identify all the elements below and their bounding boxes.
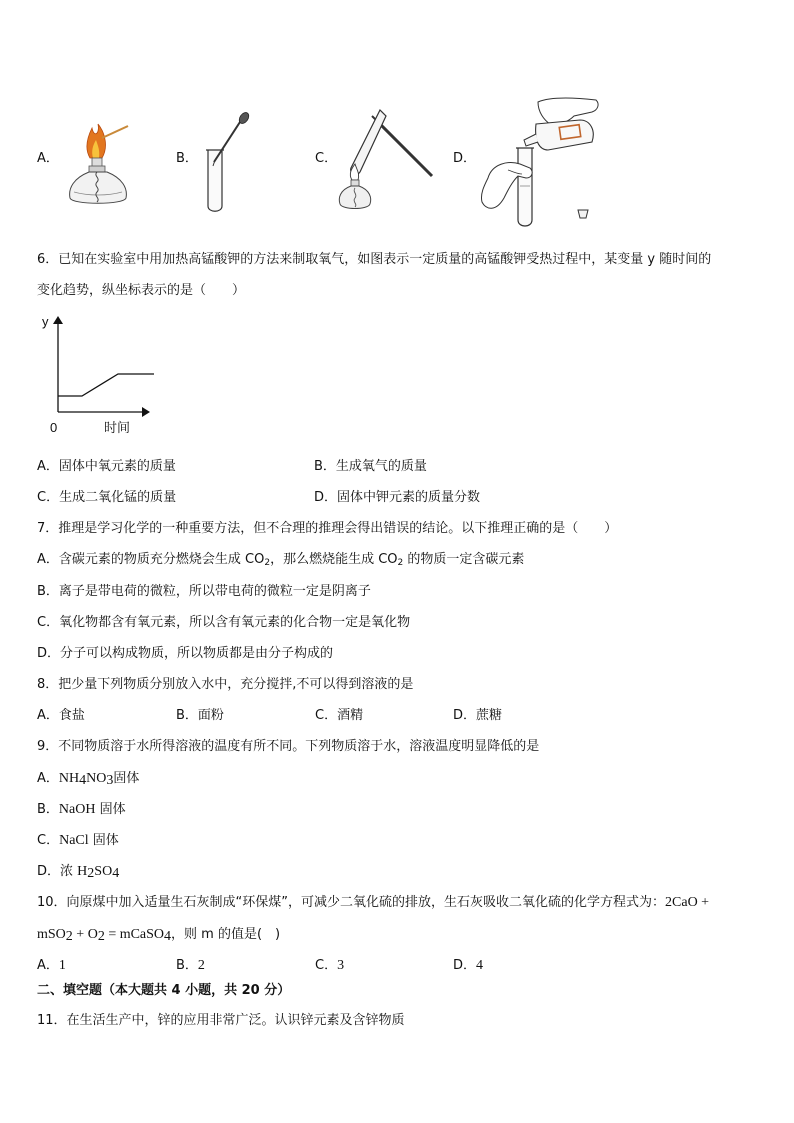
graph-origin-label: 0 xyxy=(50,420,58,435)
q5-option-d-label: D． xyxy=(453,151,477,166)
q6-option-b: B．生成氧气的质量 xyxy=(314,459,427,474)
q10-stem-text: 10．向原煤中加入适量生石灰制成“环保煤”，可减少二氧化硫的排放，生石灰吸收二氧化硫的化学方程式为： xyxy=(37,895,666,910)
q5-option-c-label: C． xyxy=(315,151,338,166)
pouring-liquid-into-test-tube-icon xyxy=(478,94,610,228)
q9-option-a-tail: 固体 xyxy=(113,771,140,786)
q6-stem-line1: 6．已知在实验室中用加热高锰酸钾的方法来制取氧气，如图表示一定质量的高锰酸钾受热过程中，某变量 y 随时间的 xyxy=(37,252,712,267)
q7-option-a-part1: A．含碳元素的物质充分燃烧会生成 CO xyxy=(37,552,265,567)
q9-formula-part: SO xyxy=(94,864,113,879)
q9-option-c-tail: 固体 xyxy=(88,833,119,848)
q7-option-a xyxy=(37,551,524,569)
q8-option-d: D．蔗糖 xyxy=(453,708,503,723)
q9-option-b xyxy=(37,801,126,819)
q9-formula-part: H xyxy=(77,864,88,879)
q6-option-d: D．固体中钾元素的质量分数 xyxy=(314,490,481,505)
q9-option-d-label: D．浓 xyxy=(37,864,78,879)
q8-stem: 8．把少量下列物质分别放入水中，充分搅拌,不可以得到溶液的是 xyxy=(37,677,414,692)
q9-formula-sub: 4 xyxy=(79,773,87,788)
q10-option-c-value: 3 xyxy=(337,958,345,973)
graph-x-label: 时间 xyxy=(104,421,131,436)
q10-stem-tail: ，则 m 的值是( ) xyxy=(171,927,281,942)
q9-formula-part: NaOH xyxy=(58,802,96,817)
q10-option-b-label: B． xyxy=(176,958,198,973)
q9-formula-sub: 4 xyxy=(112,866,120,881)
q6-stem-line2: 变化趋势，纵坐标表示的是（ ） xyxy=(37,283,246,298)
q10-stem-line1 xyxy=(37,894,709,912)
graph-y-label: y xyxy=(42,314,49,329)
q10-equation-sub: 4 xyxy=(164,929,172,944)
alcohol-lamp-lit-by-match-icon xyxy=(62,118,134,210)
q10-option-b xyxy=(176,957,205,975)
q9-stem: 9．不同物质溶于水所得溶液的温度有所不同。下列物质溶于水，溶液温度明显降低的是 xyxy=(37,739,540,754)
q5-option-b-label: B． xyxy=(176,151,198,166)
q11-stem: 11．在生活生产中，锌的应用非常广泛。认识锌元素及含锌物质 xyxy=(37,1013,405,1028)
q10-option-a-value: 1 xyxy=(58,958,66,973)
q6-option-c: C．生成二氧化锰的质量 xyxy=(37,490,177,505)
q10-option-b-value: 2 xyxy=(197,958,205,973)
q9-option-c-label: C． xyxy=(37,833,60,848)
q9-formula-part: NaCl xyxy=(59,833,89,848)
q10-option-a-label: A． xyxy=(37,958,59,973)
q10-equation-part: mSO xyxy=(37,927,66,942)
q8-option-b: B．面粉 xyxy=(176,708,224,723)
q9-option-d xyxy=(37,863,119,881)
q9-option-a xyxy=(37,770,139,788)
q9-option-a-label: A． xyxy=(37,771,59,786)
q10-equation-sub: 2 xyxy=(65,929,73,944)
q6-option-a: A．固体中氧元素的质量 xyxy=(37,459,176,474)
q10-equation-sub: 2 xyxy=(97,929,105,944)
q7-option-c: C．氧化物都含有氧元素，所以含有氧元素的化合物一定是氧化物 xyxy=(37,615,411,630)
q10-equation-start: 2CaO + xyxy=(665,895,710,910)
q10-option-d-value: 4 xyxy=(476,958,484,973)
q7-option-d: D．分子可以构成物质，所以物质都是由分子构成的 xyxy=(37,646,334,661)
q9-option-c xyxy=(37,832,119,850)
q10-equation-part: + O xyxy=(72,927,98,942)
q7-option-b: B．离子是带电荷的微粒，所以带电荷的微粒一定是阴离子 xyxy=(37,584,371,599)
q10-option-c xyxy=(315,957,344,975)
section-heading: 二、填空题（本大题共 4 小题，共 20 分） xyxy=(37,983,291,998)
q8-option-c: C．酒精 xyxy=(315,708,364,723)
co2-subscript: 2 xyxy=(264,558,271,568)
q9-option-b-label: B． xyxy=(37,802,59,817)
q10-equation-part: = mCaSO xyxy=(104,927,165,942)
q5-option-a-label: A． xyxy=(37,151,59,166)
q6-line-graph xyxy=(38,312,168,438)
q10-option-c-label: C． xyxy=(315,958,338,973)
q9-formula-part: NH xyxy=(58,771,80,786)
q9-formula-sub: 3 xyxy=(106,773,114,788)
q8-option-a: A．食盐 xyxy=(37,708,85,723)
q10-option-d xyxy=(453,957,483,975)
q10-stem-line2 xyxy=(37,926,280,944)
q9-option-b-tail: 固体 xyxy=(95,802,126,817)
q7-option-a-part2: ，那么燃烧能生成 CO xyxy=(270,552,398,567)
q7-option-a-part3: 的物质一定含碳元素 xyxy=(403,552,525,567)
co2-subscript: 2 xyxy=(397,558,404,568)
q9-formula-sub: 2 xyxy=(87,866,95,881)
dropper-in-test-tube-icon xyxy=(200,110,260,214)
q7-stem: 7．推理是学习化学的一种重要方法，但不合理的推理会得出错误的结论。以下推理正确的是（ ） xyxy=(37,521,618,536)
test-tube-heated-over-lamp-icon xyxy=(336,106,436,212)
q10-option-a xyxy=(37,957,66,975)
q9-formula-part: NO xyxy=(86,771,107,786)
q10-option-d-label: D． xyxy=(453,958,477,973)
graph-curve xyxy=(58,374,154,396)
